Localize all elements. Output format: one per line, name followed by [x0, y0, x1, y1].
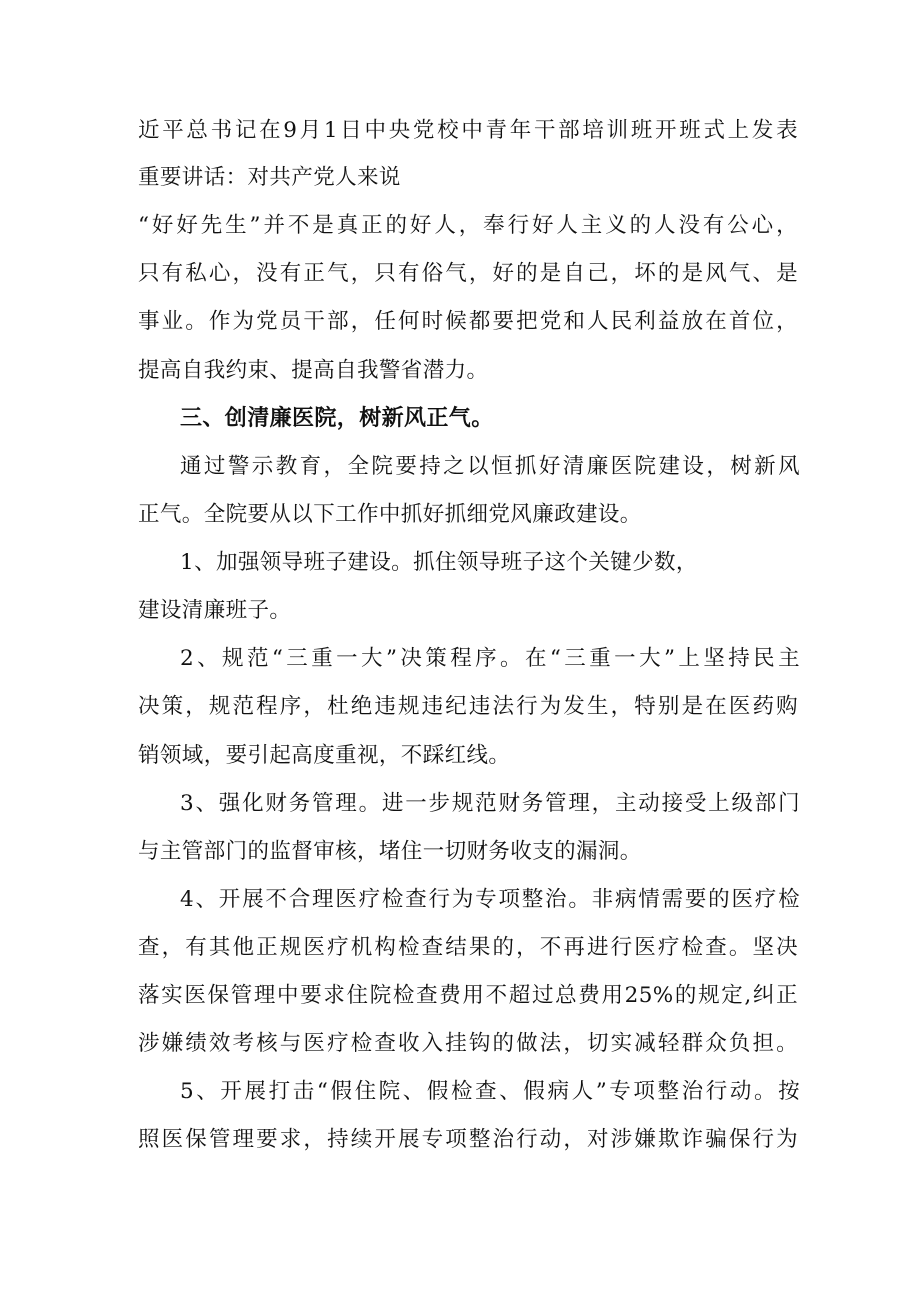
text-line: 只有私心，没有正气，只有俗气，好的是自己，坏的是风气、是: [138, 261, 798, 286]
text-line: 正气。全院要从以下工作中抓好抓细党风廉政建设。: [138, 502, 642, 527]
text-line: “好好先生”并不是真正的好人，奉行好人主义的人没有公心，: [138, 213, 798, 238]
text-line: 提高自我约束、提高自我警省潜力。: [138, 358, 489, 383]
text-line: 2、规范“三重一大”决策程序。在“三重一大”上坚持民主: [180, 646, 800, 671]
text-line: 查，有其他正规医疗机构检查结果的，不再进行医疗检查。坚决: [138, 935, 798, 960]
text-line: 重要讲话：对共产党人来说: [138, 165, 401, 190]
section-heading: 三、创清廉医院，树新风正气。: [180, 406, 494, 431]
text-line: 销领域，要引起高度重视，不踩红线。: [138, 743, 511, 768]
text-line: 3、强化财务管理。进一步规范财务管理，主动接受上级部门: [180, 791, 800, 816]
text-line: 通过警示教育，全院要持之以恒抓好清廉医院建设，树新风: [180, 454, 800, 479]
text-line: 决策，规范程序，杜绝违规违纪违法行为发生，特别是在医药购: [138, 694, 798, 719]
text-line: 近平总书记在9月1日中央党校中青年干部培训班开班式上发表: [138, 118, 798, 143]
text-line: 5、开展打击“假住院、假检查、假病人”专项整治行动。按: [180, 1079, 800, 1104]
text-line: 事业。作为党员干部，任何时候都要把党和人民利益放在首位，: [138, 309, 798, 334]
text-line: 涉嫌绩效考核与医疗检查收入挂钩的做法，切实减轻群众负担。: [138, 1031, 798, 1056]
text-line: 照医保管理要求，持续开展专项整治行动，对涉嫌欺诈骗保行为: [138, 1127, 798, 1152]
text-line: 落实医保管理中要求住院检查费用不超过总费用25%的规定,纠正: [138, 983, 798, 1008]
text-line: 与主管部门的监督审核，堵住一切财务收支的漏洞。: [138, 839, 642, 864]
text-line: 建设清廉班子。: [138, 598, 292, 623]
text-line: 1、加强领导班子建设。抓住领导班子这个关键少数，: [180, 550, 698, 575]
text-line: 4、开展不合理医疗检查行为专项整治。非病情需要的医疗检: [180, 887, 800, 912]
